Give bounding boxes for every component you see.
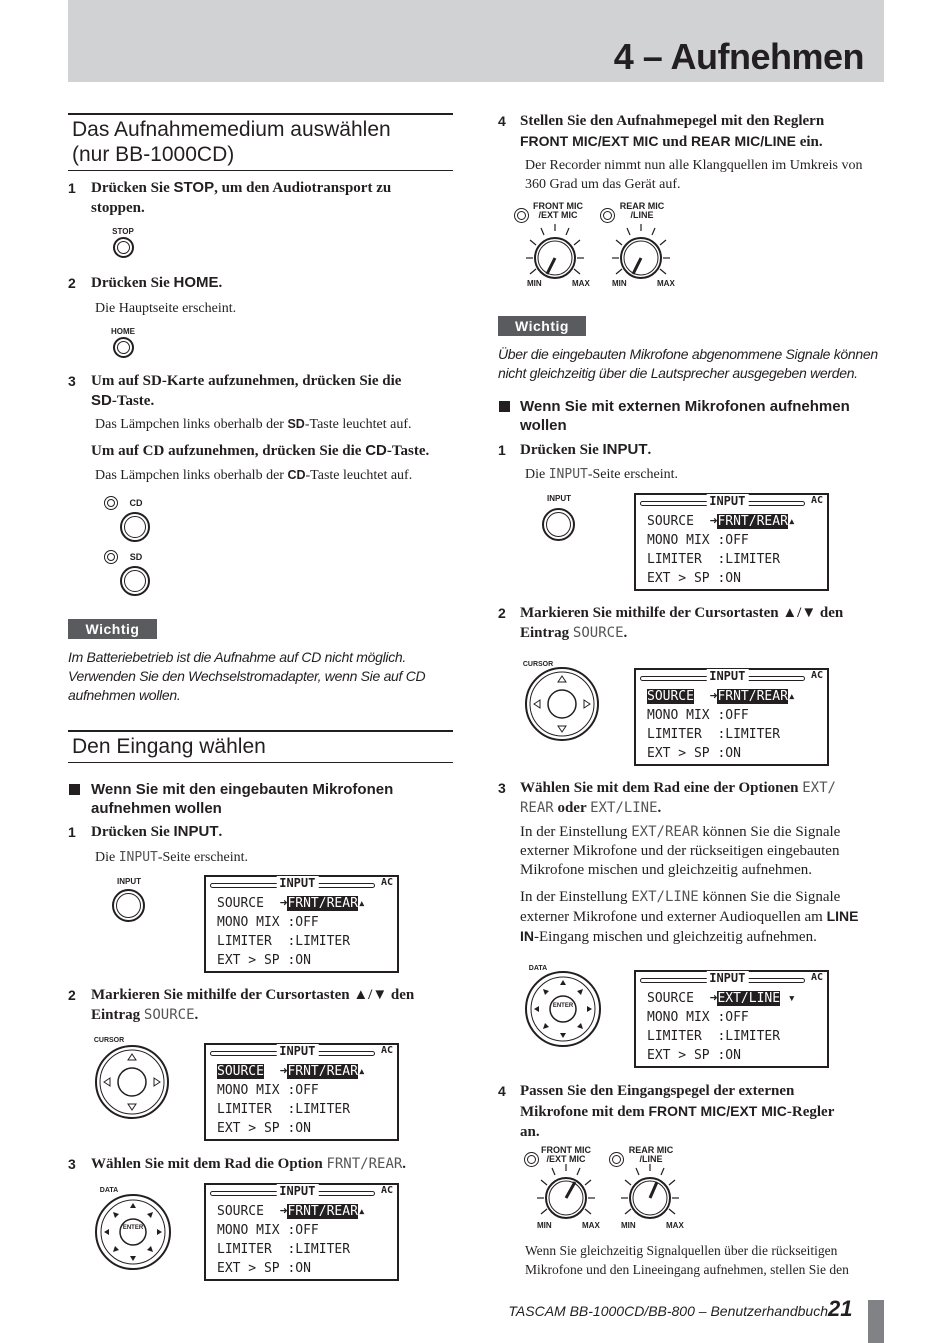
step-description: Die INPUT-Seite erscheint. xyxy=(95,850,249,865)
rear-mic-knob-icon xyxy=(617,1162,683,1224)
cursor-label: CURSOR xyxy=(522,661,554,668)
step-text: Markieren Sie mithilfe der Cursortasten ▲/▼ den Eintrag SOURCE. xyxy=(91,987,415,1023)
step-text: Drücken Sie INPUT. xyxy=(91,823,223,840)
step-number: 4 xyxy=(498,113,506,129)
stop-button xyxy=(113,237,134,258)
cd-button xyxy=(120,512,150,542)
lcd-display: INPUT AC SOURCE ➜FRNT/REAR▴ MONO MIX :OFF LIMITER :LIMITER EXT > SP :ON xyxy=(204,1183,399,1281)
bullet-square xyxy=(69,784,80,795)
cd-lamp xyxy=(104,496,118,510)
step-description: Die Hauptseite erscheint. xyxy=(95,301,237,316)
step-number: 3 xyxy=(68,373,76,389)
lcd-display: INPUT AC SOURCE ➜EXT/LINE ▾ MONO MIX :OFF LIMITER :LIMITER EXT > SP :ON xyxy=(634,970,829,1068)
step-number: 1 xyxy=(68,180,76,196)
cursor-pad-icon xyxy=(94,1044,170,1120)
knob-label: FRONT MIC /EXT MIC xyxy=(541,1145,591,1164)
step-description: Der Recorder nimmt nun alle Klangquellen im Umkreis von 360 Grad um das Gerät auf. xyxy=(525,158,863,192)
data-wheel-label: DATA xyxy=(528,965,548,972)
cursor-label: CURSOR xyxy=(93,1037,125,1044)
step-text: Drücken Sie HOME. xyxy=(91,274,223,291)
step-text: Um auf CD aufzunehmen, drücken Sie die CD-Taste. xyxy=(91,442,430,459)
lcd-display: INPUT AC SOURCE ➜FRNT/REAR▴ MONO MIX :OFF LIMITER :LIMITER EXT > SP :ON xyxy=(634,668,829,766)
knob-label: REAR MIC /LINE xyxy=(619,201,665,220)
input-button-label: INPUT xyxy=(547,494,571,503)
cd-button-label: CD xyxy=(129,498,143,508)
min-label: MIN xyxy=(537,1221,552,1230)
step-description: Das Lämpchen links oberhalb der SD-Taste leuchtet auf. xyxy=(95,417,412,432)
max-label: MAX xyxy=(666,1221,684,1230)
important-label: Wichtig xyxy=(498,316,586,336)
stop-button-label: STOP xyxy=(112,227,134,236)
step-text: Wählen Sie mit dem Rad die Option FRNT/REAR. xyxy=(91,1156,407,1172)
front-mic-lamp xyxy=(514,208,529,223)
home-button-label: HOME xyxy=(111,327,135,336)
sd-lamp xyxy=(104,550,118,564)
section-title: Den Eingang wählen xyxy=(72,735,266,758)
knob-label: REAR MIC /LINE xyxy=(628,1145,674,1164)
step-description: Das Lämpchen links oberhalb der CD-Taste leuchtet auf. xyxy=(95,468,413,483)
enter-label: ENTER xyxy=(122,1225,144,1231)
section-title: Das Aufnahmemedium auswählen (nur BB-1000CD) xyxy=(72,118,391,166)
important-note: Im Batteriebetrieb ist die Aufnahme auf CD nicht möglich. Verwenden Sie den Wechselstromadapter, wenn Sie auf CD aufnehmen wollen. xyxy=(68,649,426,703)
min-label: MIN xyxy=(527,279,542,288)
step-text: Um auf SD-Karte aufzunehmen, drücken Sie die SD-Taste. xyxy=(91,373,402,409)
rear-mic-knob-icon xyxy=(608,222,674,284)
max-label: MAX xyxy=(582,1221,600,1230)
step-number: 2 xyxy=(498,605,506,621)
chapter-header xyxy=(68,0,884,82)
step-text: Wählen Sie mit dem Rad eine der Optionen EXT/ REAR oder EXT/LINE. xyxy=(520,780,836,816)
section-rule xyxy=(68,113,453,115)
important-label: Wichtig xyxy=(68,619,157,639)
lcd-display: INPUT AC SOURCE ➜FRNT/REAR▴ MONO MIX :OFF LIMITER :LIMITER EXT > SP :ON xyxy=(204,875,399,973)
step-number: 1 xyxy=(498,442,506,458)
step-text: Stellen Sie den Aufnahmepegel mit den Reglern FRONT MIC/EXT MIC und REAR MIC/LINE ein. xyxy=(520,113,825,150)
input-button xyxy=(542,508,575,541)
step-text: Drücken Sie INPUT. xyxy=(520,441,652,458)
front-mic-knob-icon xyxy=(533,1162,599,1224)
page-number: 21 xyxy=(828,1296,853,1321)
max-label: MAX xyxy=(657,279,675,288)
important-note: Über die eingebauten Mikrofone abgenommene Signale können nicht gleichzeitig über die Lautsprecher ausgegeben werden. xyxy=(498,346,878,381)
home-button xyxy=(113,337,134,358)
section-rule xyxy=(68,762,453,763)
lcd-display: INPUT AC SOURCE ➜FRNT/REAR▴ MONO MIX :OFF LIMITER :LIMITER EXT > SP :ON xyxy=(634,493,829,591)
front-mic-knob-icon xyxy=(522,222,588,284)
step-number: 3 xyxy=(498,780,506,796)
footer-text: TASCAM BB-1000CD/BB-800 – Benutzerhandbuch xyxy=(508,1303,828,1319)
step-paragraph: In der Einstellung EXT/LINE können Sie die Signale externer Mikrofone und externer Audioquellen am LINE IN-Eingang mischen und gleichzeitig aufnehmen. xyxy=(520,889,859,945)
min-label: MIN xyxy=(621,1221,636,1230)
lcd-display: INPUT AC SOURCE ➜FRNT/REAR▴ MONO MIX :OFF LIMITER :LIMITER EXT > SP :ON xyxy=(204,1043,399,1141)
step-text: Passen Sie den Eingangspegel der externen Mikrofone mit dem FRONT MIC/EXT MIC-Regler an. xyxy=(520,1083,835,1140)
knob-label: FRONT MIC /EXT MIC xyxy=(533,201,583,220)
min-label: MIN xyxy=(612,279,627,288)
bullet-square xyxy=(499,401,510,412)
sd-button xyxy=(120,566,150,596)
step-number: 3 xyxy=(68,1156,76,1172)
step-number: 2 xyxy=(68,987,76,1003)
section-rule xyxy=(68,730,453,732)
step-number: 2 xyxy=(68,275,76,291)
enter-label: ENTER xyxy=(552,1003,574,1009)
max-label: MAX xyxy=(572,279,590,288)
step-text: Markieren Sie mithilfe der Cursortasten ▲/▼ den Eintrag SOURCE. xyxy=(520,605,844,641)
sd-button-label: SD xyxy=(129,552,143,562)
step-description: Wenn Sie gleichzeitig Signalquellen über die rückseitigen Mikrofone und den Lineeingang aufnehmen, stellen Sie den xyxy=(525,1243,849,1277)
page-edge-bar xyxy=(868,1300,884,1343)
chapter-title: 4 – Aufnehmen xyxy=(613,36,864,77)
input-button-label: INPUT xyxy=(117,877,141,886)
step-description: Die INPUT-Seite erscheint. xyxy=(525,467,679,482)
step-text: Drücken Sie STOP, um den Audiotransport zu stoppen. xyxy=(91,179,392,216)
step-number: 1 xyxy=(68,824,76,840)
step-paragraph: In der Einstellung EXT/REAR können Sie die Signale externer Mikrofone und der rückseitigen eingebauten Mikrofone mischen und gleichzeitig aufnehmen. xyxy=(520,824,841,878)
subsection-title: Wenn Sie mit externen Mikrofonen aufnehmen wollen xyxy=(520,398,850,434)
subsection-title: Wenn Sie mit den eingebauten Mikrofonen aufnehmen wollen xyxy=(91,781,394,817)
data-wheel-label: DATA xyxy=(99,1187,119,1194)
section-rule xyxy=(68,170,453,171)
input-button xyxy=(112,889,145,922)
cursor-pad-icon xyxy=(524,666,600,742)
step-number: 4 xyxy=(498,1083,506,1099)
